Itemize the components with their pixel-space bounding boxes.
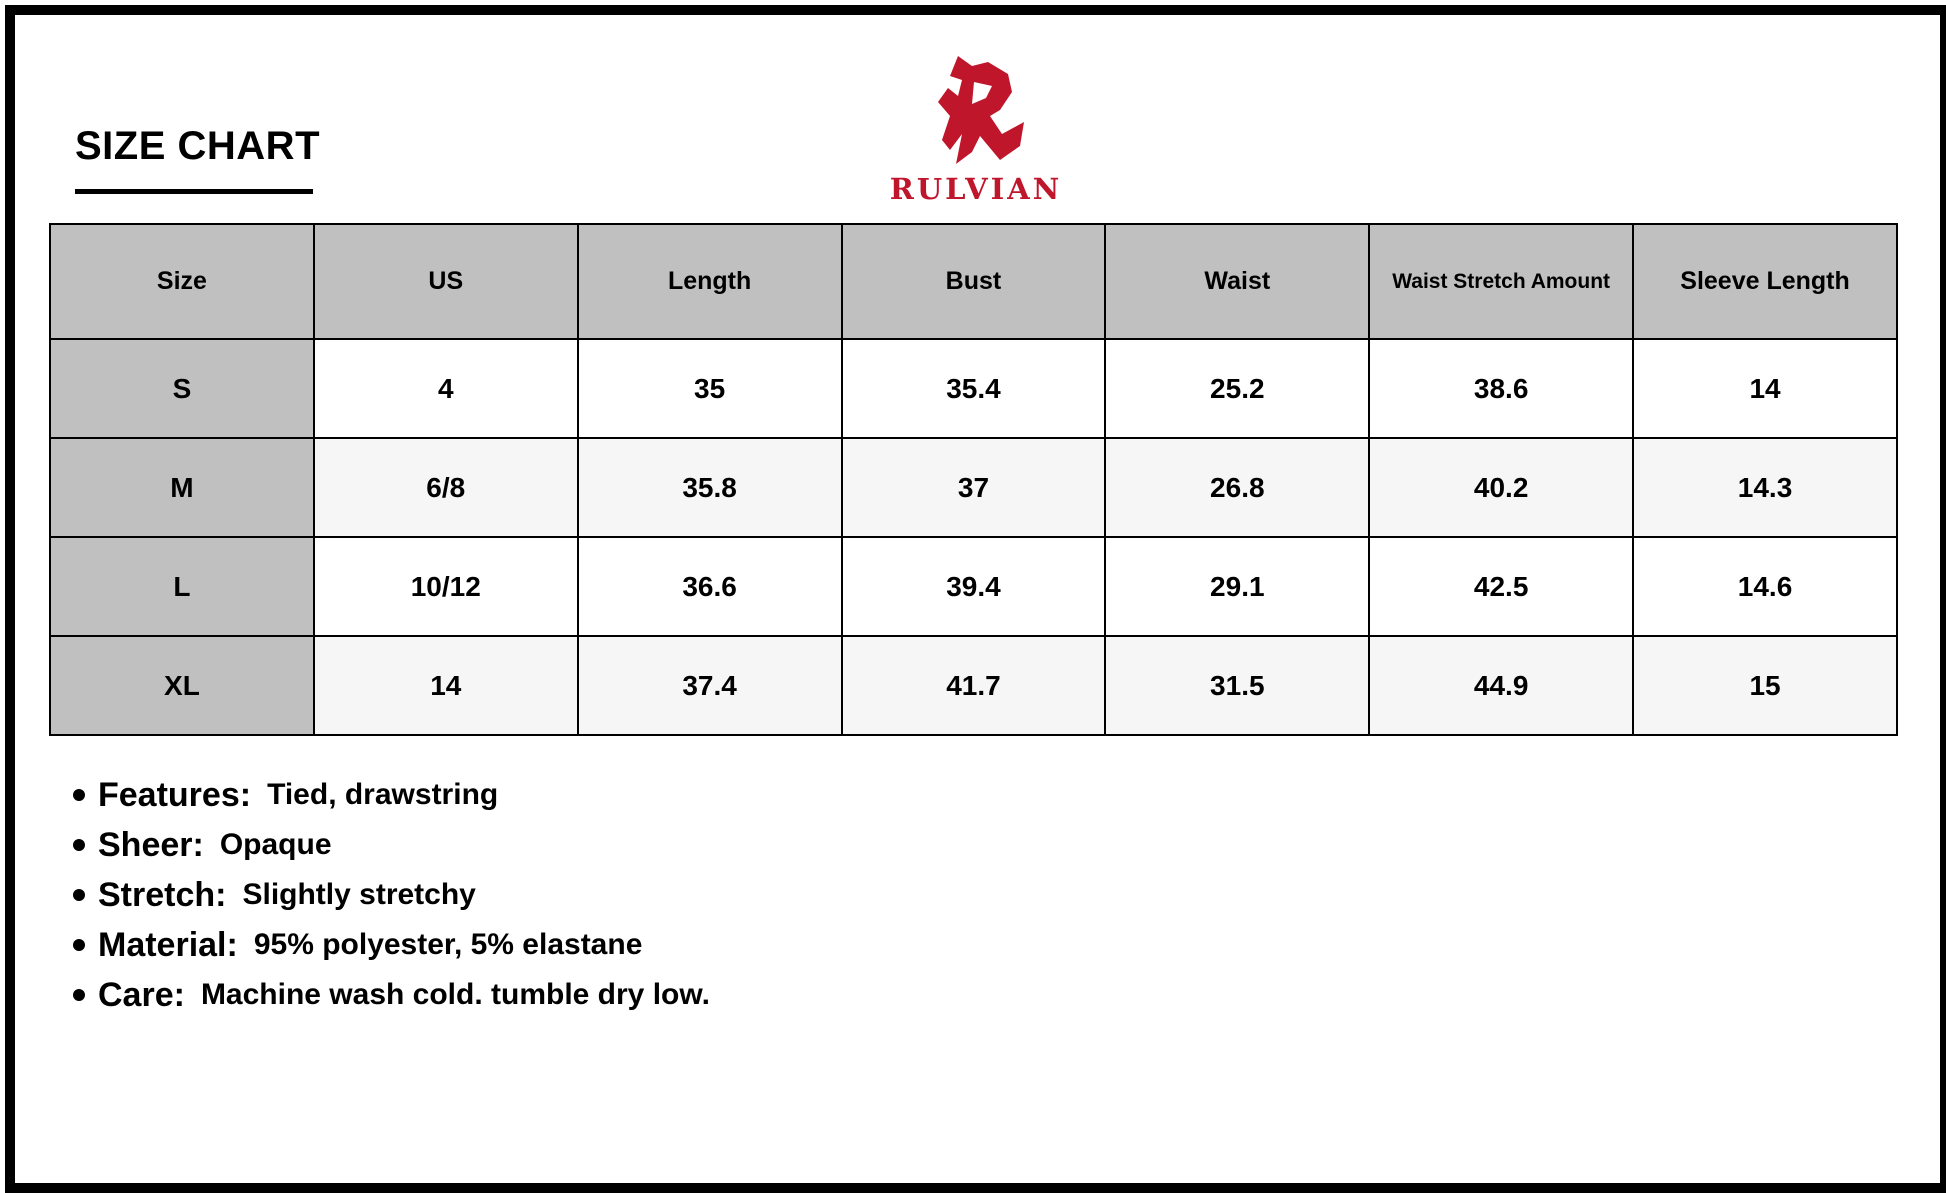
cell-bust: 37 xyxy=(842,438,1106,537)
detail-value: Opaque xyxy=(219,828,332,861)
detail-features xyxy=(73,770,710,820)
size-chart-table xyxy=(49,223,1898,736)
cell-size: M xyxy=(50,438,314,537)
cell-length: 35.8 xyxy=(578,438,842,537)
cell-size: S xyxy=(50,339,314,438)
header-bust: Bust xyxy=(842,224,1106,339)
cell-sleeve-length: 15 xyxy=(1633,636,1897,735)
detail-material xyxy=(73,920,710,970)
rulvian-r-logo-icon xyxy=(928,52,1028,167)
cell-waist-stretch: 38.6 xyxy=(1369,339,1633,438)
detail-value: 95% polyester, 5% elastane xyxy=(253,928,643,961)
detail-sheer xyxy=(73,820,710,870)
product-details-list xyxy=(73,770,710,1020)
table-row xyxy=(50,339,1897,438)
detail-value: Slightly stretchy xyxy=(242,878,476,911)
header-sleeve-length: Sleeve Length xyxy=(1633,224,1897,339)
header-us: US xyxy=(314,224,578,339)
cell-sleeve-length: 14 xyxy=(1633,339,1897,438)
bullet-icon xyxy=(73,839,85,851)
detail-label: Sheer: xyxy=(98,825,204,864)
bullet-icon xyxy=(73,989,85,1001)
cell-us: 14 xyxy=(314,636,578,735)
detail-value: Machine wash cold. tumble dry low. xyxy=(200,978,710,1011)
page-title: SIZE CHART xyxy=(75,124,320,168)
title-underline xyxy=(75,189,313,194)
cell-bust: 39.4 xyxy=(842,537,1106,636)
detail-label: Stretch: xyxy=(98,875,227,914)
table-row xyxy=(50,636,1897,735)
cell-waist: 29.1 xyxy=(1105,537,1369,636)
header-waist: Waist xyxy=(1105,224,1369,339)
header-length: Length xyxy=(578,224,842,339)
cell-waist-stretch: 44.9 xyxy=(1369,636,1633,735)
brand-name: RULVIAN xyxy=(889,172,1063,206)
cell-bust: 41.7 xyxy=(842,636,1106,735)
bullet-icon xyxy=(73,789,85,801)
header-waist-stretch-amount: Waist Stretch Amount xyxy=(1369,224,1633,339)
cell-length: 35 xyxy=(578,339,842,438)
bullet-icon xyxy=(73,939,85,951)
cell-us: 6/8 xyxy=(314,438,578,537)
detail-stretch xyxy=(73,870,710,920)
cell-size: XL xyxy=(50,636,314,735)
table-row xyxy=(50,438,1897,537)
cell-sleeve-length: 14.3 xyxy=(1633,438,1897,537)
cell-waist-stretch: 40.2 xyxy=(1369,438,1633,537)
cell-waist: 31.5 xyxy=(1105,636,1369,735)
table-header-row xyxy=(50,224,1897,339)
bullet-icon xyxy=(73,889,85,901)
header-size: Size xyxy=(50,224,314,339)
detail-value: Tied, drawstring xyxy=(267,778,499,811)
detail-care xyxy=(73,970,710,1020)
cell-size: L xyxy=(50,537,314,636)
detail-label: Care: xyxy=(98,975,185,1014)
cell-waist: 25.2 xyxy=(1105,339,1369,438)
detail-label: Material: xyxy=(98,925,238,964)
cell-us: 4 xyxy=(314,339,578,438)
cell-bust: 35.4 xyxy=(842,339,1106,438)
cell-us: 10/12 xyxy=(314,537,578,636)
table-row xyxy=(50,537,1897,636)
detail-label: Features: xyxy=(98,775,252,814)
cell-sleeve-length: 14.6 xyxy=(1633,537,1897,636)
cell-waist-stretch: 42.5 xyxy=(1369,537,1633,636)
cell-waist: 26.8 xyxy=(1105,438,1369,537)
brand-logo xyxy=(876,52,1076,212)
cell-length: 36.6 xyxy=(578,537,842,636)
cell-length: 37.4 xyxy=(578,636,842,735)
